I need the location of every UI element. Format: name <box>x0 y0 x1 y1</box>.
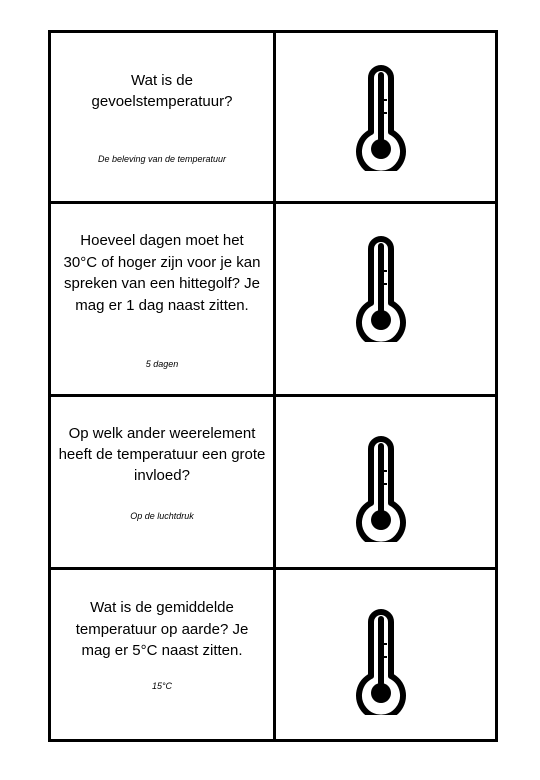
question-text: Hoeveel dagen moet het 30°C of hoger zijn voor je kan spreken van een hittegolf? Je mag er 1 dag naast zitten. <box>63 232 261 314</box>
icon-card <box>276 397 495 567</box>
answer-text: 15°C <box>151 681 173 691</box>
question-card <box>51 33 273 201</box>
answer-text: De beleving van de temperatuur <box>97 154 227 164</box>
thermometer-icon <box>352 236 410 342</box>
question-card <box>51 204 273 394</box>
thermometer-icon <box>352 609 410 715</box>
question-text: Wat is de gevoelstemperatuur? <box>91 72 233 110</box>
grid-line <box>495 30 498 742</box>
icon-card <box>276 204 495 394</box>
icon-card <box>276 33 495 201</box>
question-card <box>51 570 273 739</box>
thermometer-icon <box>352 436 410 542</box>
answer-text: 5 dagen <box>145 359 179 369</box>
question-text: Wat is de gemiddelde temperatuur op aarde? Je mag er 5°C naast zitten. <box>75 599 249 659</box>
card-grid <box>48 30 498 742</box>
question-text: Op welk ander weerelement heeft de temperatuur een grote invloed? <box>58 425 266 484</box>
answer-text: Op de luchtdruk <box>130 511 194 521</box>
icon-card <box>276 570 495 739</box>
thermometer-icon <box>352 65 410 171</box>
question-card <box>51 397 273 567</box>
